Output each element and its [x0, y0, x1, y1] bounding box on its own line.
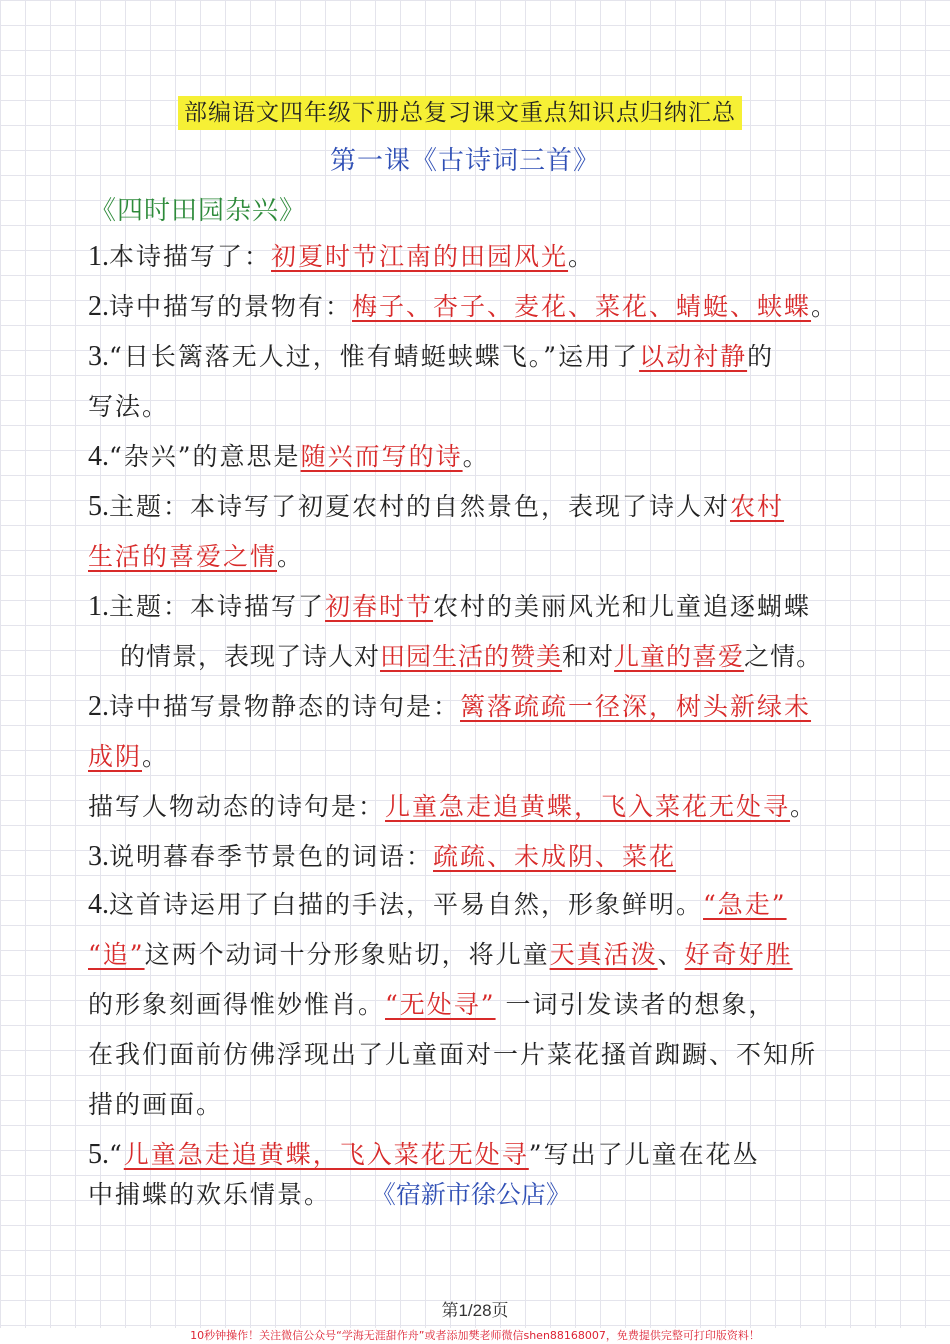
text: 农村的美丽风光和儿童追逐蝴蝶: [433, 592, 812, 621]
text: 。: [142, 742, 170, 771]
text: “: [109, 1140, 124, 1169]
point-number: 2.: [88, 291, 109, 322]
point-2: [88, 290, 838, 324]
text: 的形象刻画得惟妙惟肖。: [88, 990, 386, 1019]
point-3: [88, 340, 774, 374]
text: 、: [657, 940, 685, 969]
text: 。: [790, 792, 818, 821]
point-number: 4.: [88, 441, 109, 472]
point-m4-cont-3: [88, 1038, 817, 1072]
point-m4-cont-4: [88, 1088, 223, 1122]
answer: 初春时节: [325, 592, 434, 621]
text: 。: [462, 442, 490, 471]
answer: 儿童急走追黄蝶，飞入菜花无处寻: [385, 792, 791, 821]
answer: 成阴: [88, 742, 143, 771]
lesson-title: 第一课《古诗词三首》: [330, 146, 601, 176]
point-number: 1.: [88, 241, 109, 272]
answer: “追”: [88, 940, 145, 969]
answer: 农村: [730, 492, 785, 521]
next-poem-title: 《宿新市徐公店》: [370, 1180, 571, 1209]
text: “杂兴”的意思是: [109, 442, 301, 471]
point-1: [88, 240, 595, 274]
point-m4-cont-1: [88, 938, 793, 972]
text: 。: [277, 542, 305, 571]
point-number: 3.: [88, 341, 109, 372]
text: 主题：本诗写了初夏农村的自然景色，表现了诗人对: [109, 492, 731, 521]
text: 之情。: [744, 642, 823, 671]
text: 。: [811, 292, 839, 321]
point-number: 3.: [88, 841, 109, 872]
text: 说明暮春季节景色的词语：: [109, 842, 434, 871]
point-3-cont: [88, 390, 169, 424]
point-number: 2.: [88, 691, 109, 722]
point-m1: [88, 590, 811, 624]
answer: 初夏时节江南的田园风光: [271, 242, 569, 271]
answer: 篱落疏疏一径深，树头新绿未: [460, 692, 812, 721]
answer: 田园生活的赞美: [380, 642, 563, 671]
point-number: 5.: [88, 1139, 109, 1170]
main-title: 部编语文四年级下册总复习课文重点知识点归纳汇总: [178, 96, 742, 130]
poem-title: 《四时田园杂兴》: [90, 196, 307, 226]
answer: 生活的喜爱之情: [88, 542, 278, 571]
answer: 梅子、杏子、麦花、菜花、蜻蜓、蛱蝶: [352, 292, 812, 321]
page-number: 第1/28页: [441, 1301, 509, 1320]
answer: “无处寻”: [385, 990, 496, 1019]
answer: “急走”: [703, 890, 787, 919]
answer: 好奇好胜: [684, 940, 793, 969]
text: 措的画面。: [88, 1090, 224, 1119]
point-m3: [88, 840, 676, 874]
text: 这首诗运用了白描的手法，平易自然，形象鲜明。: [109, 890, 704, 919]
point-m2-dynamic: [88, 790, 817, 824]
text: 。: [568, 242, 596, 271]
text: ”写出了儿童在花丛: [528, 1140, 760, 1169]
text: 主题：本诗描写了: [109, 592, 326, 621]
point-5: [88, 490, 784, 524]
answer: 以动衬静: [639, 342, 748, 371]
text: 和对: [562, 642, 615, 671]
point-number: 5.: [88, 491, 109, 522]
point-5-cont: [88, 540, 304, 574]
text: “日长篱落无人过，惟有蜻蜓蛱蝶飞。”运用了: [109, 342, 640, 371]
text: 写法。: [88, 392, 170, 421]
answer: 疏疏、未成阴、菜花: [433, 842, 677, 871]
text: 描写人物动态的诗句是：: [88, 792, 386, 821]
answer: 儿童急走追黄蝶，飞入菜花无处寻: [123, 1140, 529, 1169]
text: 本诗描写了：: [109, 242, 272, 271]
text: 一词引发读者的想象，: [505, 990, 776, 1019]
point-m2: [88, 690, 811, 724]
point-m4: [88, 888, 787, 922]
text: 的: [747, 342, 775, 371]
footer-notice: 10秒钟操作！关注微信公众号“学海无涯甜作舟”或者添加樊老师微信shen88168007，免费提供完整可打印版资料！: [0, 1328, 950, 1344]
answer: 儿童的喜爱: [614, 642, 745, 671]
text: 诗中描写的景物有：: [109, 292, 353, 321]
answer: 天真活泼: [549, 940, 658, 969]
answer: 随兴而写的诗: [300, 442, 463, 471]
point-m1-cont: [120, 640, 822, 674]
point-m4-cont-2: [88, 988, 776, 1022]
text: 在我们面前仿佛浮现出了儿童面对一片菜花搔首踟蹰、不知所: [88, 1040, 818, 1069]
point-m5-cont: [88, 1178, 571, 1212]
point-number: 1.: [88, 591, 109, 622]
text: 中捕蝶的欢乐情景。: [88, 1180, 332, 1209]
point-m5: [88, 1138, 760, 1172]
point-4: [88, 440, 490, 474]
point-m2-cont: [88, 740, 169, 774]
text: 这两个动词十分形象贴切，将儿童: [144, 940, 550, 969]
point-number: 4.: [88, 889, 109, 920]
text: 诗中描写景物静态的诗句是：: [109, 692, 461, 721]
text: 的情景，表现了诗人对: [120, 642, 381, 671]
